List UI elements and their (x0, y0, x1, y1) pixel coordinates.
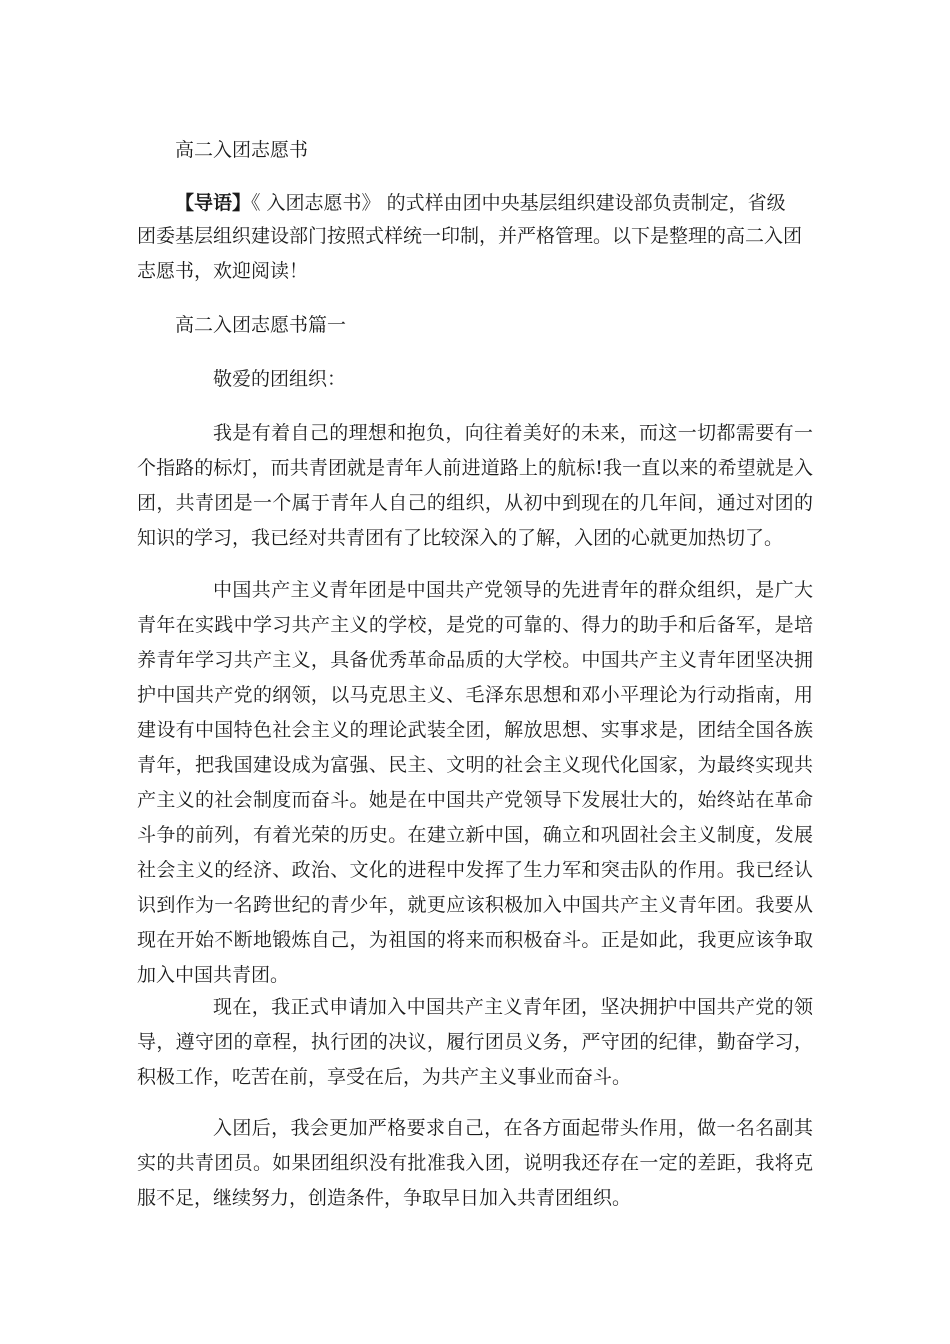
intro-text-line-2: 团委基层组织建设部门按照式样统一印制，并严格管理。以下是整理的高二入团 (137, 225, 803, 247)
body-paragraph-4: 入团后，我会更加严格要求自己，在各方面起带头作用，做一名名副其实的共青团员。如果团组织没有批准我入团，说明我还存在一定的差距，我将克服不足，继续努力，创造条件，争取早日加入共青团组织。 (137, 1117, 813, 1209)
body-paragraph-1: 我是有着自己的理想和抱负，向往着美好的未来，而这一切都需要有一个指路的标灯，而共青团就是青年人前进道路上的航标!我一直以来的希望就是入团，共青团是一个属于青年人自己的组织，从初中到现在的几年间，通过对团的知识的学习，我已经对共青团有了比较深入的了解，入团的心就更加热切了。 (137, 422, 813, 549)
intro-line-1 (175, 194, 786, 213)
intro-text-line-3: 志愿书，欢迎阅读！ (137, 260, 309, 282)
body-paragraph-3: 现在，我正式申请加入中国共产主义青年团，坚决拥护中国共产党的领导，遵守团的章程，执行团的决议，履行团员义务，严守团的纪律，勤奋学习，积极工作，吃苦在前，享受在后，为共产主义事业而奋斗。 (137, 996, 813, 1088)
salutation: 敬爱的团组织： (213, 368, 347, 390)
body-paragraph-2: 中国共产主义青年团是中国共产党领导的先进青年的群众组织，是广大青年在实践中学习共产主义的学校，是党的可靠的、得力的助手和后备军，是培养青年学习共产主义，具备优秀革命品质的大学校。中国共产主义青年团坚决拥护中国共产党的纲领，以马克思主义、毛泽东思想和邓小平理论为行动指南，用建设有中国特色社会主义的理论武装全团，解放思想、实事求是，团结全国各族青年，把我国建设成为富强、民主、文明的社会主义现代化国家，为最终实现共产主义的社会制度而奋斗。她是在中国共产党领导下发展壮大的，始终站在革命斗争的前列，有着光荣的历史。在建立新中国，确立和巩固社会主义制度，发展社会主义的经济、政治、文化的进程中发挥了生力军和突击队的作用。我已经认识到作为一名跨世纪的青少年，就更应该积极加入中国共产主义青年团。我要从现在开始不断地锻炼自己，为祖国的将来而积极奋斗。正是如此，我更应该争取加入中国共青团。 (137, 579, 813, 986)
intro-label: 【导语】 (175, 192, 252, 214)
document-title: 高二入团志愿书 (175, 139, 309, 161)
intro-text-line-1: 《 入团志愿书》 的式样由团中央基层组织建设部负责制定，省级 (251, 192, 786, 214)
section-title: 高二入团志愿书篇一 (175, 314, 347, 336)
